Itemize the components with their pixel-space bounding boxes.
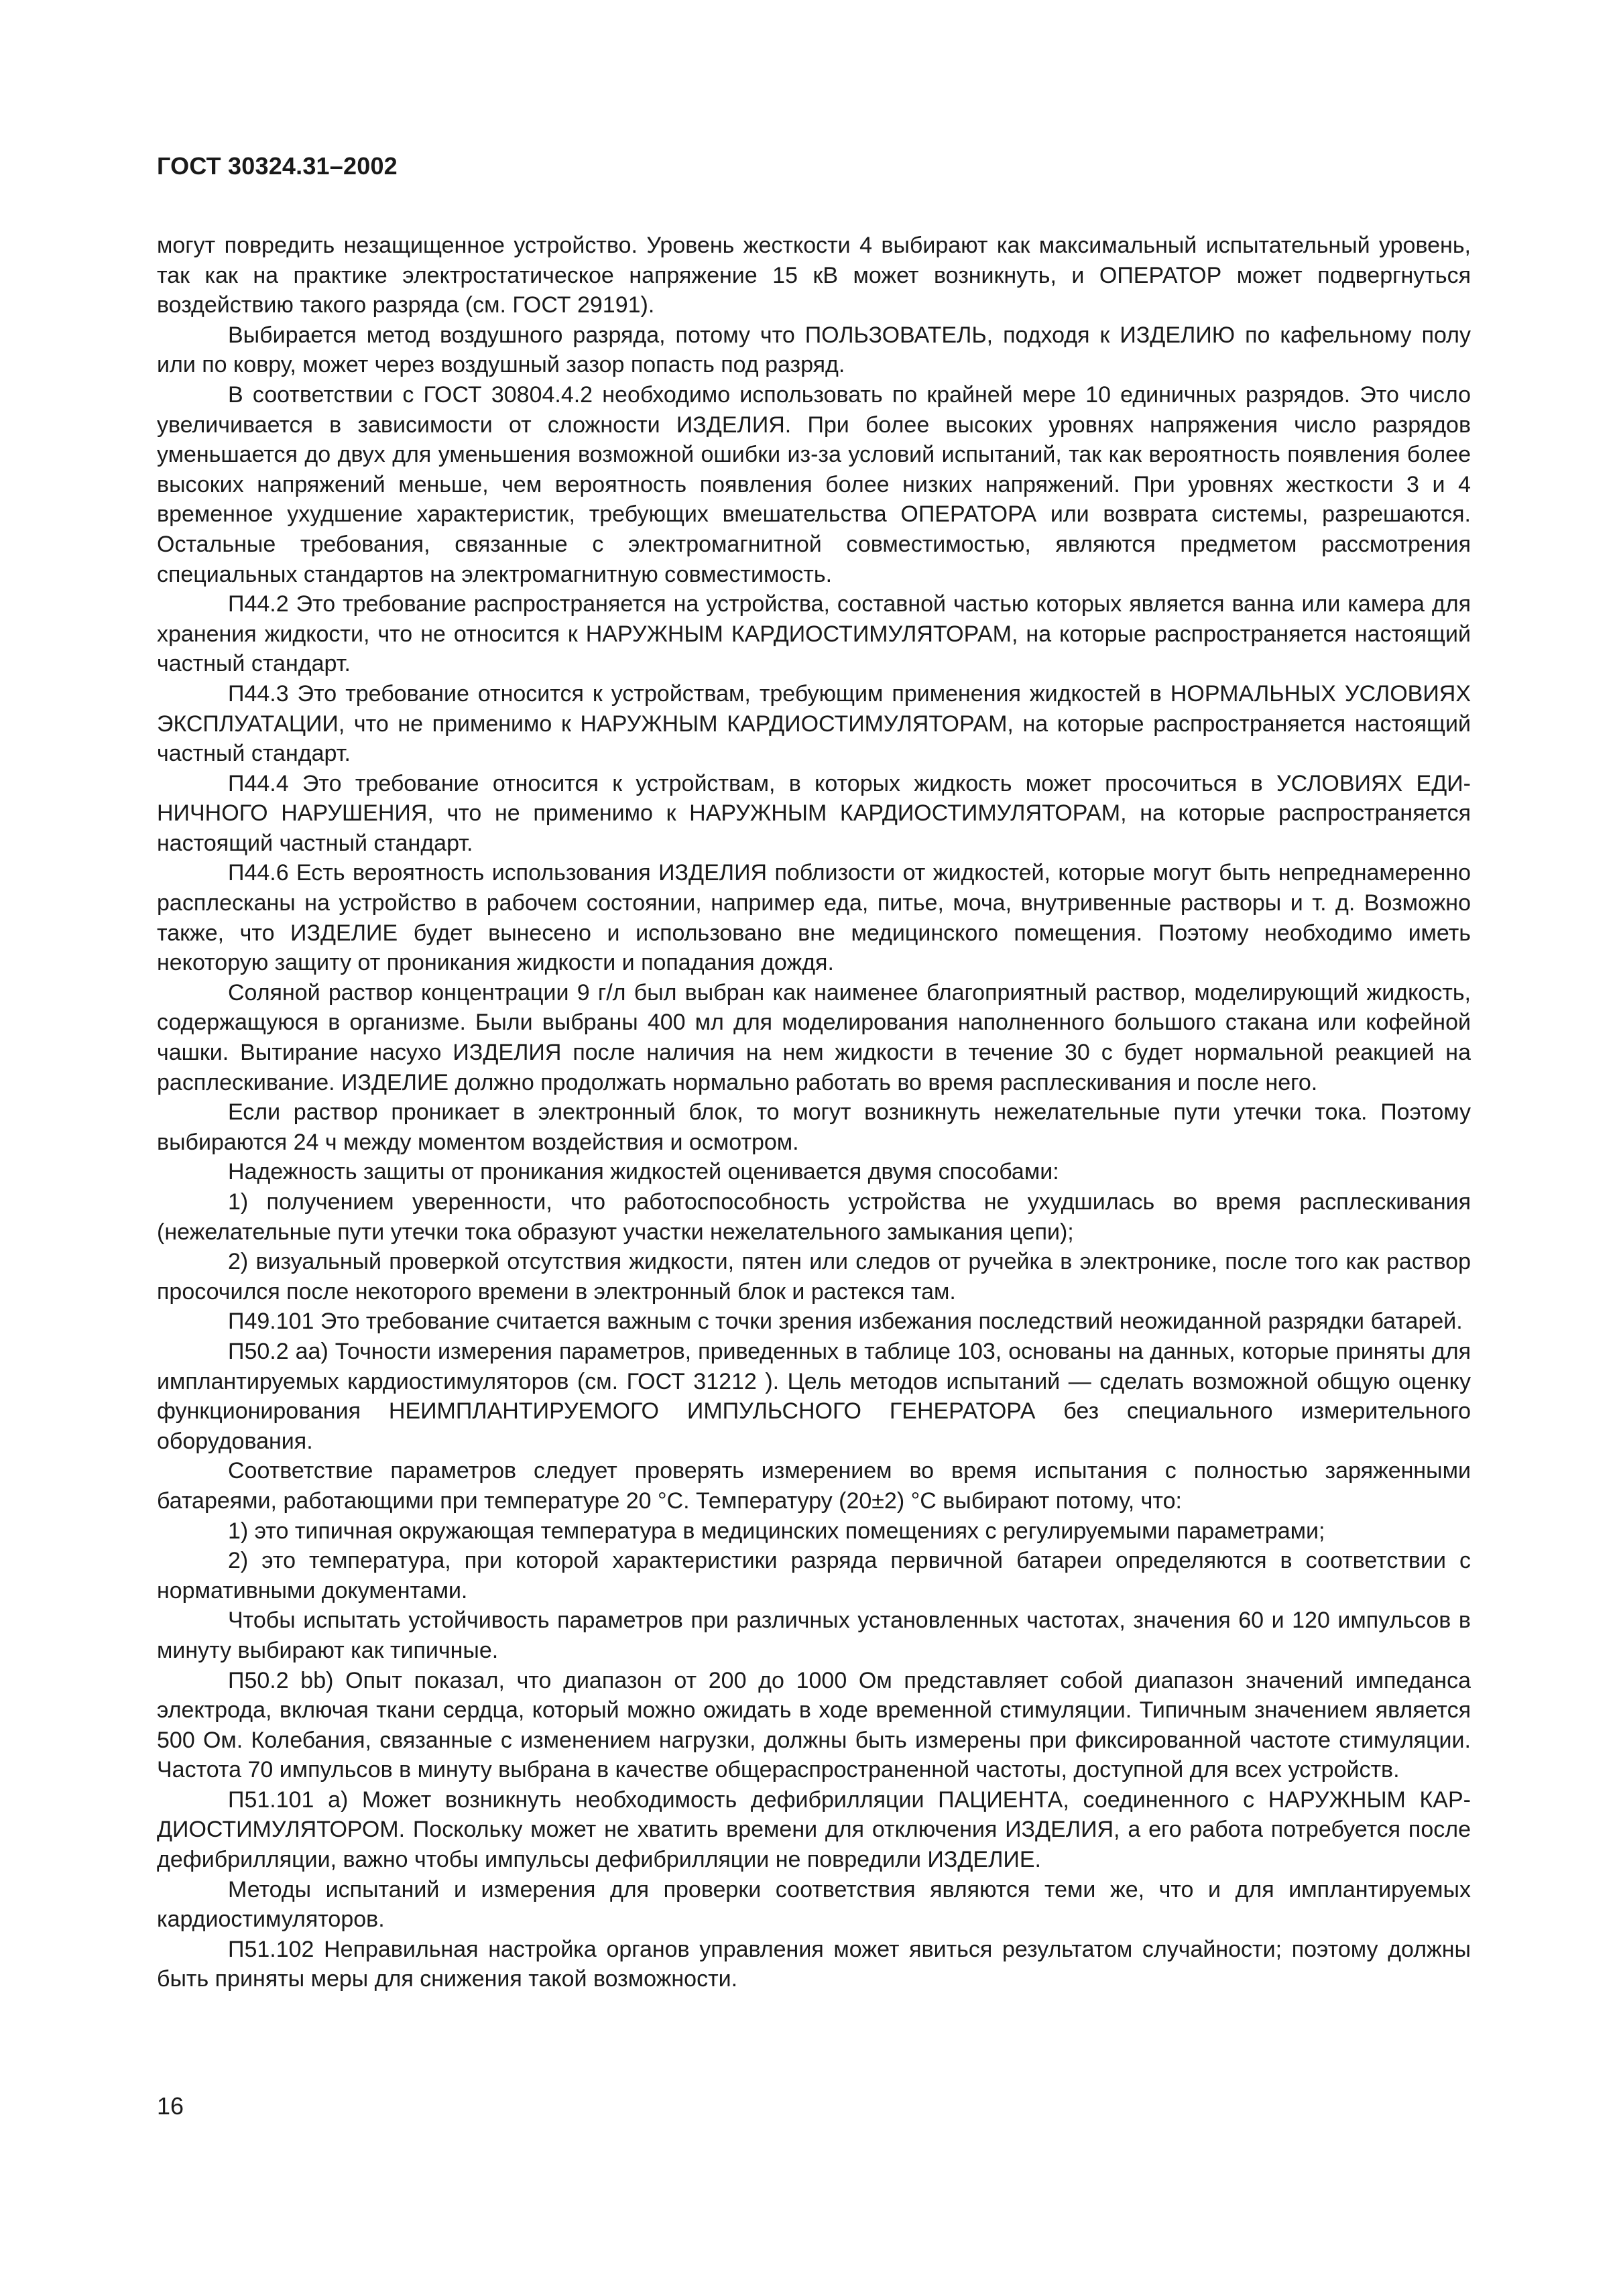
paragraph: Соответствие параметров следует проверять измерением во время испытания с полностью заряженными батареями, работающими при температуре 20 °С. Температуру (20±2) °С выбирают потому, что: xyxy=(157,1458,1471,1514)
body-text xyxy=(157,231,1471,1994)
paragraph: Чтобы испытать устойчивость параметров при различных установленных частотах, значения 60 и 120 импульсов в минуту выбирают как типичные. xyxy=(157,1608,1471,1663)
paragraph: Соляной раствор концентрации 9 г/л был выбран как наименее благоприятный раствор, моделирующий жидкость, содержащуюся в организме. Были выбраны 400 мл для моделирования наполненного большого стакана или кофейной чашки. Вытирание насухо ИЗДЕЛИЯ после наличия на нем жидкости в течение 30 с будет нормальной реакцией на расплескивание. ИЗДЕЛИЕ должно продолжать нормально работать во время расплескивания и после него. xyxy=(157,979,1471,1095)
paragraph: П49.101 Это требование считается важным с точки зрения избежания последствий неожиданной разрядки батарей. xyxy=(228,1309,1463,1335)
paragraph: П50.2 аа) Точности измерения параметров, приведенных в таблице 103, основаны на данных, которые приняты для имплантируемых кардиостимуляторов (см. ГОСТ 31212 ). Цель методов испытаний — сделать возможной общую оценку функционирования НЕИМПЛАНТИРУЕМОГО ИМПУЛЬСНОГО ГЕНЕРАТОРА без специального измерительного оборудования. xyxy=(157,1338,1471,1454)
page-number: 16 xyxy=(157,2092,184,2120)
paragraph: Методы испытаний и измерения для проверки соответствия являются теми же, что и для имплантируемых кардиостимуляторов. xyxy=(157,1876,1471,1933)
paragraph: 1) это типичная окружающая температура в медицинских помещениях с регулируемыми параметрами; xyxy=(228,1518,1325,1544)
paragraph: Если раствор проникает в электронный блок, то могут возникнуть нежелательные пути утечки тока. Поэтому выбираются 24 ч между моментом воздействия и осмотром. xyxy=(157,1099,1471,1155)
paragraph: 2) это температура, при которой характеристики разряда первичной батареи определяются в соответствии с нормативными документами. xyxy=(157,1548,1471,1604)
paragraph: П44.6 Есть вероятность использования ИЗДЕЛИЯ поблизости от жидкостей, которые могут быть непреднамеренно расплесканы на устройство в рабочем состоянии, например еда, питье, моча, внутривенные растворы и т. д. Возможно также, что ИЗДЕЛИЕ будет вынесено и использовано вне медицинского помещения. Поэтому необходимо иметь некоторую защиту от проникания жидкости и попадания дождя. xyxy=(157,860,1471,976)
paragraph: П51.101 а) Может возникнуть необходимость дефибрилляции ПАЦИЕНТА, соединенного с НАРУЖНЫМ КАРДИОСТИМУЛЯТОРОМ. Поскольку может не хватить времени для отключения ИЗДЕЛИЯ, а его работа потребуется после дефибрилляции, важно чтобы импульсы дефибрилляции не повредили ИЗДЕЛИЕ. xyxy=(157,1787,1471,1873)
paragraph: 2) визуальный проверкой отсутствия жидкости, пятен или следов от ручейка в электронике, после того как раствор просочился после некоторого времени в электронный блок и растекся там. xyxy=(157,1249,1471,1305)
paragraph: П50.2 bb) Опыт показал, что диапазон от 200 до 1000 Ом представляет собой диапазон значений импеданса электрода, включая ткани сердца, который можно ожидать в ходе временной стимуляции. Типичным значением является 500 Ом. Колебания, связанные с изменением нагрузки, должны быть измерены при фиксированной частоте стимуляции. Частота 70 импульсов в минуту выбрана в качестве общераспространенной частоты, доступной для всех устройств. xyxy=(157,1667,1471,1783)
paragraph: Выбирается метод воздушного разряда, потому что ПОЛЬЗОВАТЕЛЬ, подходя к ИЗДЕЛИЮ по кафельному полу или по ковру, может через воздушный зазор попасть под разряд. xyxy=(157,322,1471,378)
paragraph: 1) получением уверенности, что работоспособность устройства не ухудшилась во время расплескивания (нежелательные пути утечки тока образуют участки нежелательного замыкания цепи); xyxy=(157,1189,1471,1245)
paragraph: П44.3 Это требование относится к устройствам, требующим применения жидкостей в НОРМАЛЬНЫХ УСЛОВИЯХ ЭКСПЛУАТАЦИИ, что не применимо к НАРУЖНЫМ КАРДИОСТИМУЛЯТОРАМ, на которые распространяется настоящий частный стандарт. xyxy=(157,680,1471,767)
paragraph: Надежность защиты от проникания жидкостей оценивается двумя способами: xyxy=(228,1159,1059,1185)
paragraph-continuation: могут повредить незащищенное устройство. Уровень жесткости 4 выбирают как максимальный испытательный уровень, так как на практике электростатическое напряжение 15 кВ может возникнуть, и ОПЕРАТОР может подвергнуться воздействию такого разряда (см. ГОСТ 29191). xyxy=(157,233,1471,318)
paragraph: П44.4 Это требование относится к устройствам, в которых жидкость может просочиться в УСЛОВИЯХ ЕДИНИЧНОГО НАРУШЕНИЯ, что не применимо к НАРУЖНЫМ КАРДИОСТИМУЛЯТОРАМ, на которые распространяется настоящий частный стандарт. xyxy=(157,770,1471,856)
paragraph: В соответствии с ГОСТ 30804.4.2 необходимо использовать по крайней мере 10 единичных разрядов. Это число увеличивается в зависимости от сложности ИЗДЕЛИЯ. При более высоких уровнях напряжения число разрядов уменьшается до двух для уменьшения возможной ошибки из-за условий испытаний, так как вероятность появления более высоких напряжений меньше, чем вероятность появления более низких напряжений. При уровнях жесткости 3 и 4 временное ухудшение характеристик, требующих вмешательства ОПЕРАТОРА или возврата системы, разрешаются. Остальные требования, связанные с электромагнитной совместимостью, являются предметом рассмотрения специальных стандартов на электромагнитную совместимость. xyxy=(157,381,1471,587)
standard-header: ГОСТ 30324.31–2002 xyxy=(157,152,398,180)
paragraph: П51.102 Неправильная настройка органов управления может явиться результатом случайности; поэтому должны быть приняты меры для снижения такой возможности. xyxy=(157,1936,1471,1992)
paragraph: П44.2 Это требование распространяется на устройства, составной частью которых является ванна или камера для хранения жидкости, что не относится к НАРУЖНЫМ КАРДИОСТИМУЛЯТОРАМ, на которые распространяется настоящий частный стандарт. xyxy=(157,591,1471,677)
